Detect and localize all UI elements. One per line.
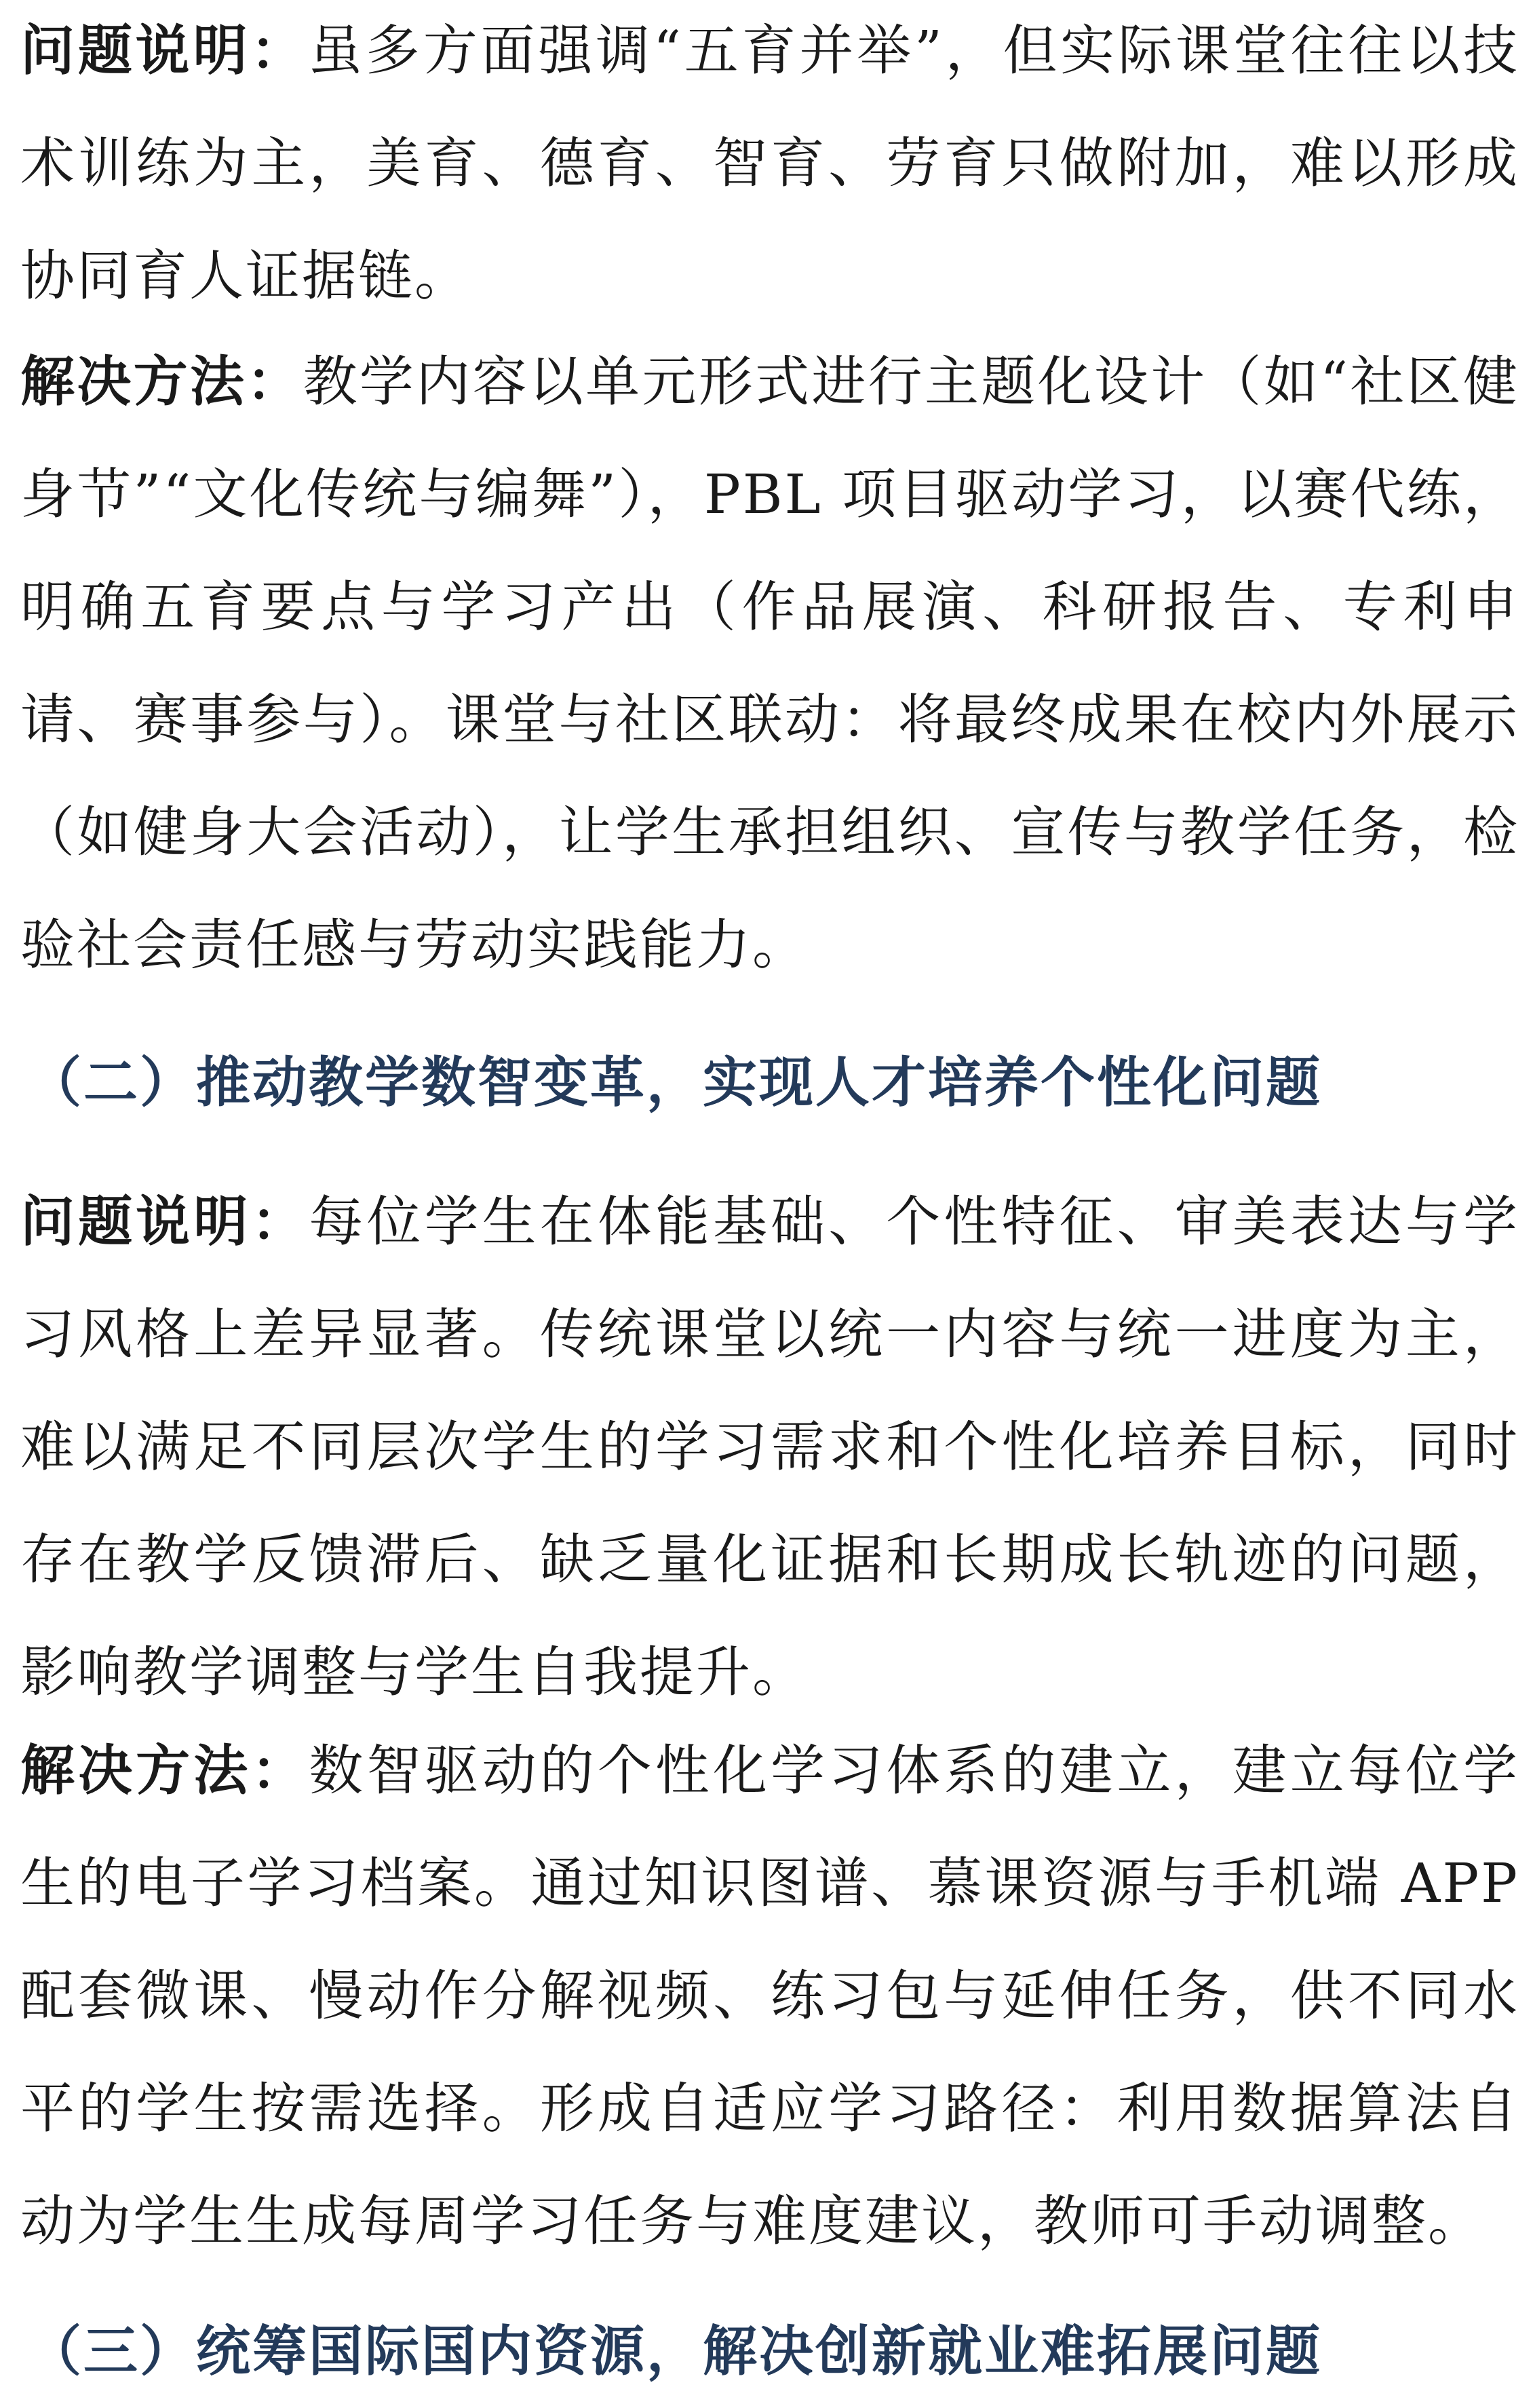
section-heading-2: （二）推动教学数智变革，实现人才培养个性化问题 [27, 1051, 1322, 1114]
problem-paragraph-2 [20, 1166, 1519, 1729]
problem-label: 问题说明： [20, 19, 309, 82]
problem-label: 问题说明： [20, 1190, 309, 1253]
solution-paragraph-2 [20, 1715, 1519, 2278]
problem-text: 虽多方面强调“五育并举”，但实际课堂往往以技术训练为主，美育、德育、智育、劳育只做附加，难以形成协同育人证据链。 [20, 19, 1519, 307]
section-heading-3: （三）统筹国际国内资源，解决创新就业难拓展问题 [27, 2320, 1322, 2383]
problem-paragraph-1 [20, 0, 1519, 332]
solution-text: 数智驱动的个性化学习体系的建立，建立每位学生的电子学习档案。通过知识图谱、慕课资源与手机端 APP 配套微课、慢动作分解视频、练习包与延伸任务，供不同水平的学生按需选择。形成自适应学习路径：利用数据算法自动为学生生成每周学习任务与难度建议，教师可手动调整。 [20, 1739, 1520, 2253]
solution-text: 教学内容以单元形式进行主题化设计（如“社区健身节”“文化传统与编舞”），PBL 项目驱动学习，以赛代练，明确五育要点与学习产出（作品展演、科研报告、专利申请、赛事参与）。课堂与社区联动：将最终成果在校内外展示（如健身大会活动），让学生承担组织、宣传与教学任务，检验社会责任感与劳动实践能力。 [20, 350, 1519, 976]
solution-label: 解决方法： [20, 1739, 309, 1802]
solution-label: 解决方法： [20, 350, 303, 413]
problem-text: 每位学生在体能基础、个性特征、审美表达与学习风格上差异显著。传统课堂以统一内容与统一进度为主，难以满足不同层次学生的学习需求和个性化培养目标，同时存在教学反馈滞后、缺乏量化证据和长期成长轨迹的问题，影响教学调整与学生自我提升。 [20, 1190, 1520, 1704]
solution-paragraph-1 [20, 326, 1519, 1001]
